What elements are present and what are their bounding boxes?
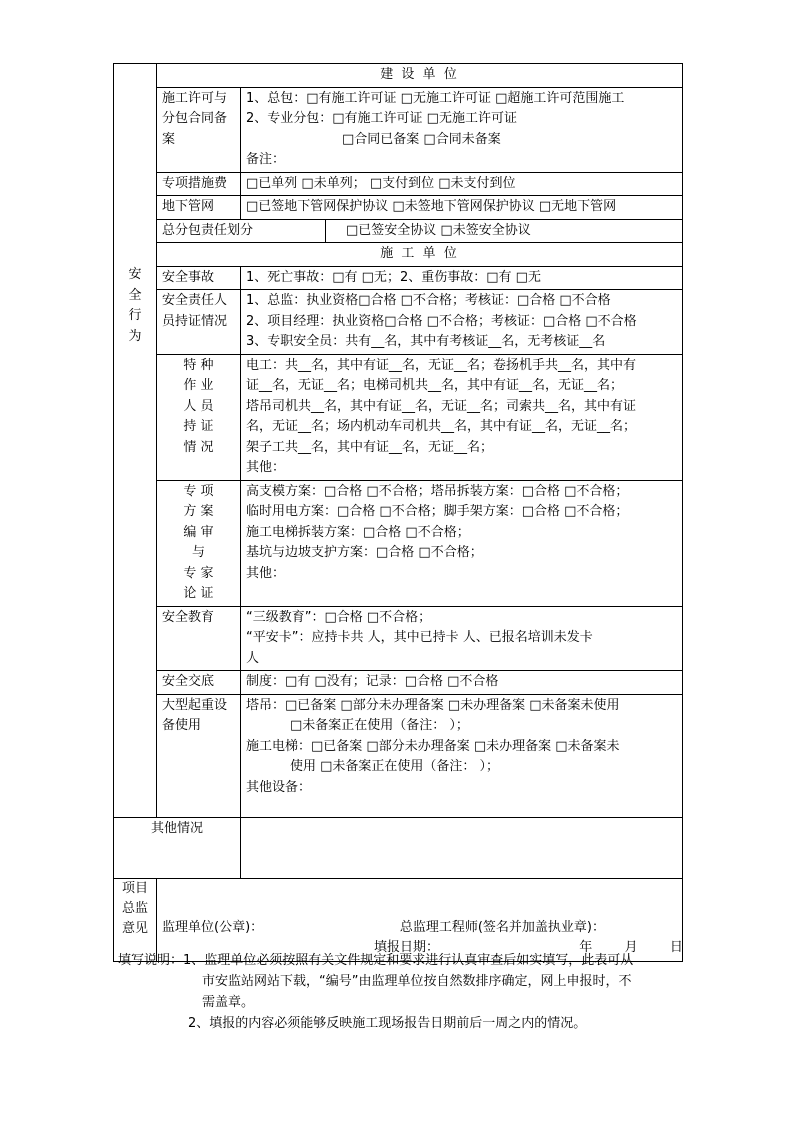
special-plan-content: 高支模方案：□合格 □不合格；塔吊拆装方案：□合格 □不合格； 临时用电方案：□合格 □不合格；脚手架方案：□合格 □不合格； 施工电梯拆装方案：□合格 □不合格； 基坑与边坡支护方案：□合格 □不合格； 其他：	[241, 480, 683, 606]
fill-date: 填报日期： 年 月 日	[374, 940, 683, 955]
safety-behavior-label: 安 全 行 为	[114, 64, 157, 818]
education-content: “三级教育”：□合格 □不合格； “平安卡”：应持卡共 人，其中已持卡 人、已报名培训未发卡 人	[241, 606, 683, 671]
measures-fee-label: 专项措施费	[157, 172, 241, 196]
underground-pipe-label: 地下管网	[157, 196, 241, 220]
opinion-table	[113, 878, 683, 962]
contractor-unit-header: 施 工 单 位	[157, 243, 683, 267]
note-line-1: 填写说明：1、监理单位必须按照有关文件规定和要求进行认真审查后如实填写，此表可从	[118, 953, 634, 968]
chief-supervisor-opinion-content	[157, 878, 683, 961]
supervisor-unit-seal: 监理单位(公章)：	[162, 919, 264, 935]
filling-instructions	[118, 950, 684, 1034]
underground-pipe-content: □已签地下管网保护协议 □未签地下管网保护协议 □无地下管网	[241, 196, 683, 220]
chief-supervisor-opinion-label: 项目 总监 意见	[114, 878, 157, 961]
permit-content: 1、总包：□有施工许可证 □无施工许可证 □超施工许可范围施工 2、专业分包：□有施工许可证 □无施工许可证 □合同已备案 □合同未备案 备注：	[241, 87, 683, 172]
note-line-3: 需盖章。	[202, 995, 255, 1010]
construction-unit-header: 建 设 单 位	[157, 64, 683, 88]
certificate-label: 安全责任人员持证情况	[157, 290, 241, 355]
subcontract-content: □已签安全协议 □未签安全协议	[326, 219, 683, 243]
accident-label: 安全事故	[157, 266, 241, 290]
special-workers-label: 特 种 作 业 人 员 持 证 情 况	[157, 354, 241, 480]
chief-engineer-signature: 总监理工程师(签名并加盖执业章)：	[399, 919, 605, 935]
safety-behavior-table	[113, 63, 683, 818]
subcontract-label: 总分包责任划分	[157, 219, 326, 243]
safety-inspection-form-page	[113, 63, 682, 962]
permit-label: 施工许可与分包合同备案	[157, 87, 241, 172]
accident-content: 1、死亡事故：□有 □无；2、重伤事故：□有 □无	[241, 266, 683, 290]
briefing-content: 制度：□有 □没有；记录：□合格 □不合格	[241, 671, 683, 695]
briefing-label: 安全交底	[157, 671, 241, 695]
crane-label: 大型起重设备使用	[157, 694, 241, 817]
crane-content: 塔吊：□已备案 □部分未办理备案 □未办理备案 □未备案未使用 □未备案正在使用（备注： ）； 施工电梯：□已备案 □部分未办理备案 □未办理备案 □未备案未 使用 □未备案正在使用（备注： ）； 其他设备：	[241, 694, 683, 817]
note-line-2: 市安监站网站下载，“编号”由监理单位按自然数排序确定，网上申报时，不	[202, 974, 632, 989]
note-line-4: 2、填报的内容必须能够反映施工现场报告日期前后一周之内的情况。	[188, 1016, 587, 1031]
special-workers-content: 电工：共__名，其中有证__名，无证__名；卷扬机手共__名，其中有 证__名，无证__名；电梯司机共__名，其中有证__名，无证__名； 塔吊司机共__名，其中有证__名，无证__名；司索共__名，其中有证 名，无证__名；场内机动车司机共__名，其中有证__名，无证__名； 架子工共__名，其中有证__名，无证__名； 其他：	[241, 354, 683, 480]
special-plan-label: 专 项 方 案 编 审 与 专 家 论 证	[157, 480, 241, 606]
other-situation-content	[241, 817, 683, 878]
measures-fee-content: □已单列 □未单列； □支付到位 □未支付到位	[241, 172, 683, 196]
education-label: 安全教育	[157, 606, 241, 671]
other-situation-label: 其他情况	[114, 817, 241, 878]
other-and-opinion-table	[113, 817, 683, 879]
certificate-content: 1、总监：执业资格□合格 □不合格；考核证：□合格 □不合格 2、项目经理：执业资格□合格 □不合格；考核证：□合格 □不合格 3、专职安全员：共有__名，其中有考核证__名，无考核证__名	[241, 290, 683, 355]
